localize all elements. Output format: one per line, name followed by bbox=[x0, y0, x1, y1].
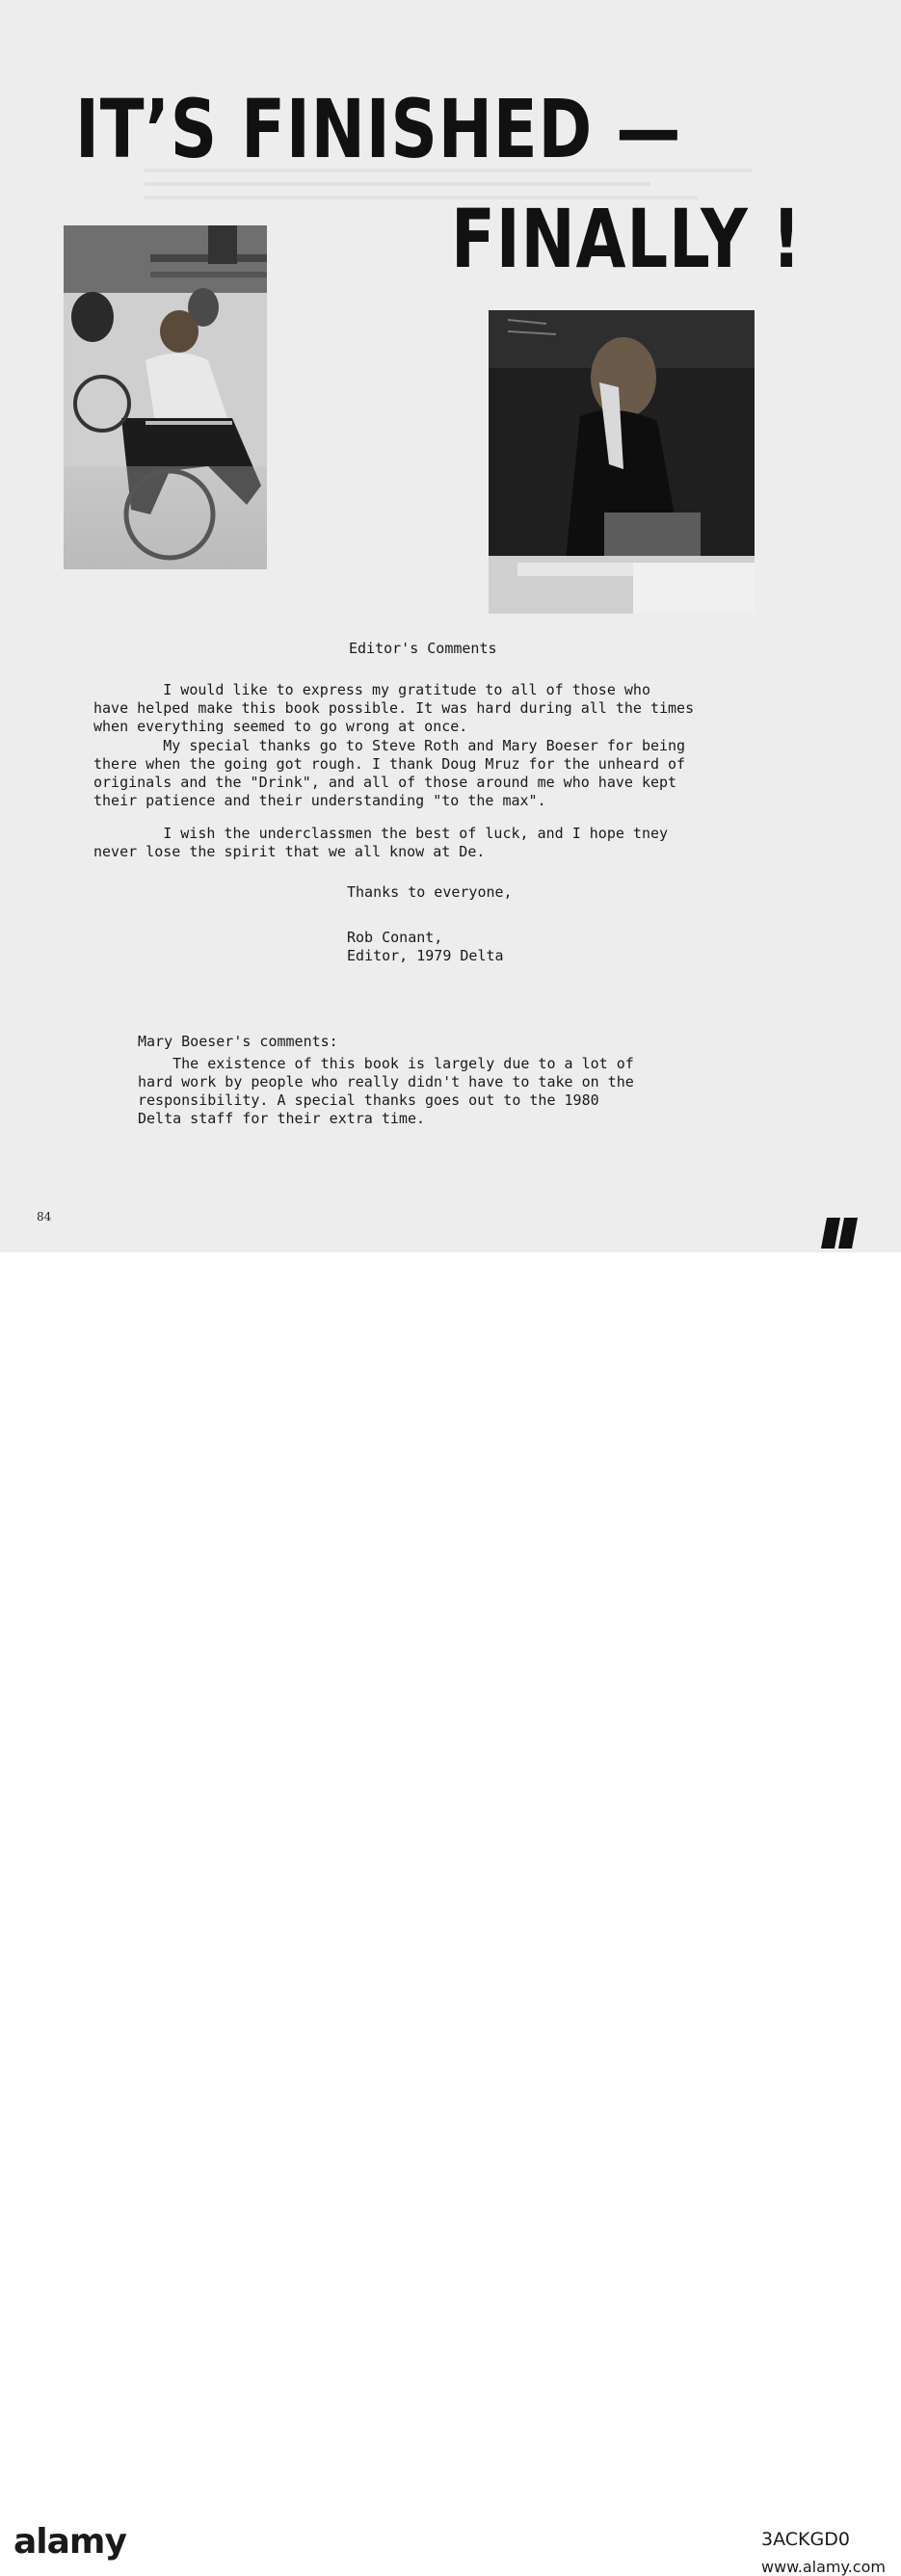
watermark-url: www.alamy.com bbox=[761, 2558, 886, 2576]
page-number: 84 bbox=[37, 1210, 52, 1223]
editor-comments-heading: Editor's Comments bbox=[349, 640, 497, 657]
headline-line-2: FINALLY ! bbox=[451, 192, 803, 286]
watermark-brand: alamy bbox=[13, 2522, 126, 2562]
watermark-footer bbox=[0, 1252, 901, 2576]
watermark-image-id: 3ACKGD0 bbox=[761, 2529, 850, 2550]
photo-tricycle-race bbox=[64, 225, 267, 569]
mary-comments-heading: Mary Boeser's comments: bbox=[138, 1033, 338, 1050]
yearbook-page bbox=[0, 0, 901, 1252]
closing-line: Thanks to everyone, bbox=[347, 883, 513, 901]
headline-line-1: IT’S FINISHED — bbox=[75, 82, 682, 176]
photo-seated-student bbox=[489, 310, 755, 614]
editor-paragraph-2: My special thanks go to Steve Roth and Mary Boeser for being there when the going got rough. I thank Doug Mruz for the unheard of originals and the "Drink", and all of those around me who have kept their patience and their understanding "to the max". bbox=[93, 737, 686, 809]
editor-paragraph-1: I would like to express my gratitude to all of those who have helped make this book possible. It was hard during all the times when everything seemed to go wrong at once. bbox=[93, 681, 695, 735]
signature-name: Rob Conant, bbox=[347, 929, 443, 946]
signature-title: Editor, 1979 Delta bbox=[347, 947, 504, 964]
editor-paragraph-3: I wish the underclassmen the best of luck, and I hope tney never lose the spirit that we all know at De. bbox=[93, 825, 669, 860]
mary-comments-paragraph: The existence of this book is largely due to a lot of hard work by people who really didn't have to take on the responsibility. A special thanks goes out to the 1980 Delta staff for their extra time. bbox=[138, 1055, 634, 1127]
delta-logo-icon bbox=[821, 1216, 860, 1250]
